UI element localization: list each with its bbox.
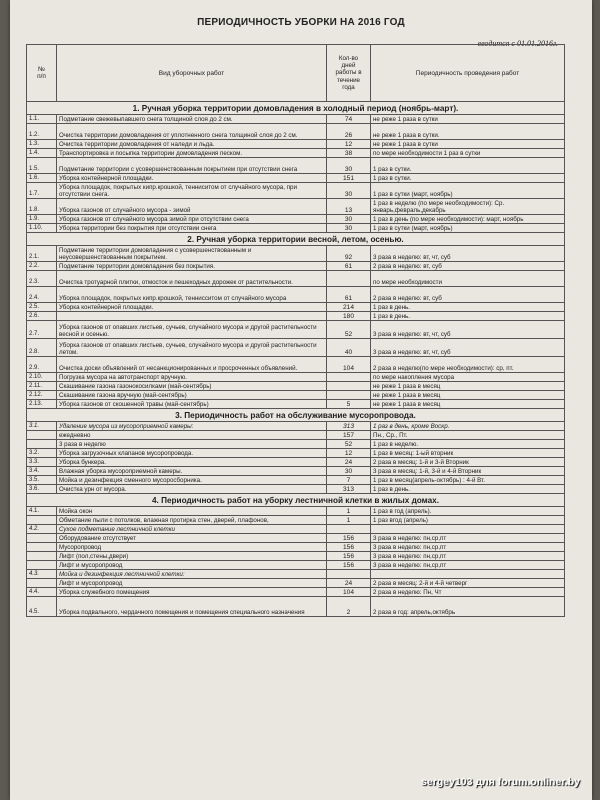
work-periodicity: 1 раз вгод (апрель)	[371, 516, 565, 525]
row-number: 2.11.	[27, 382, 57, 391]
work-periodicity: 3 раза в неделю: вт, чт, суб	[371, 246, 565, 262]
table-row	[27, 199, 565, 215]
row-number	[27, 552, 57, 561]
work-description: Очистка территории домовладения от уплотненного снега толщиной слоя до 2 см.	[57, 124, 327, 140]
table-row	[27, 183, 565, 199]
days-count: 52	[327, 440, 371, 449]
row-number: 1.4.	[27, 149, 57, 158]
days-count: 1	[327, 507, 371, 516]
table-row	[27, 174, 565, 183]
work-periodicity: 2 раза в неделю: вт, суб	[371, 287, 565, 303]
work-periodicity: 1 раз в день.	[371, 485, 565, 494]
work-description: 3 раза в неделю	[57, 440, 327, 449]
work-description: Уборка газонов от опавших листьев, сучьев, случайного мусора и другой растительности весной и осенью.	[57, 321, 327, 339]
work-periodicity	[371, 570, 565, 579]
table-row	[27, 115, 565, 124]
work-description: Уборка газонов от скошенной травы (май-сентябрь)	[57, 400, 327, 409]
section-header-row	[27, 409, 565, 422]
work-description: Подметание территории с усовершенствованным покрытием при отсутствии снега	[57, 158, 327, 174]
work-description: Уборка контейнерной площадки.	[57, 174, 327, 183]
work-description: Лифт и мусоропровод	[57, 561, 327, 570]
work-description: Мусоропровод	[57, 543, 327, 552]
work-description: Мойка и дезинфекция сменного мусоросборника.	[57, 476, 327, 485]
work-periodicity: 1 раз в сутки.	[371, 158, 565, 174]
days-count: 1	[327, 516, 371, 525]
header-days: Кол-во дней работы в течение года	[327, 45, 371, 102]
row-number	[27, 431, 57, 440]
work-periodicity: по мере необходимости	[371, 271, 565, 287]
work-description: Уборка площадок, покрытых кипр.крошкой, теннисситом от случайного мусора	[57, 287, 327, 303]
work-periodicity: 1 раз в месяц: 1-ый вторник	[371, 449, 565, 458]
work-periodicity: 2 раза в месяц: 1-й и 3-й Вторник	[371, 458, 565, 467]
work-description: Скашивание газона газонокосилками (май-сентябрь)	[57, 382, 327, 391]
days-count: 52	[327, 321, 371, 339]
table-row	[27, 149, 565, 158]
work-description: Удаление мусора из мусороприемной камеры:	[57, 422, 327, 431]
days-count: 313	[327, 485, 371, 494]
row-number: 1.7.	[27, 183, 57, 199]
table-row	[27, 561, 565, 570]
row-number	[27, 543, 57, 552]
work-periodicity: не реже 1 раза в месяц	[371, 400, 565, 409]
table-header-row	[27, 45, 565, 102]
header-work: Вид уборочных работ	[57, 45, 327, 102]
work-periodicity: 1 раз в день.	[371, 303, 565, 312]
table-row	[27, 262, 565, 271]
row-number: 1.1.	[27, 115, 57, 124]
row-number: 4.3.	[27, 570, 57, 579]
section-header-row	[27, 102, 565, 115]
work-periodicity: 1 раз в день, кроме Воскр.	[371, 422, 565, 431]
work-description: Подметание территории домовладения с усовершенствованным и неусовершенствованным покрытием.	[57, 246, 327, 262]
work-description: Очистка доски объявлений от несанкционированных и просроченных объявлений.	[57, 357, 327, 373]
section-title: 2. Ручная уборка территории весной, летом, осенью.	[27, 233, 565, 246]
work-periodicity: 2 раза в год: апрель,октябрь	[371, 597, 565, 617]
table-row	[27, 287, 565, 303]
work-description: Уборка служебного помещения	[57, 588, 327, 597]
days-count: 30	[327, 215, 371, 224]
table-row	[27, 552, 565, 561]
work-periodicity: 1 раз в день.	[371, 312, 565, 321]
table-row	[27, 476, 565, 485]
days-count: 92	[327, 246, 371, 262]
days-count: 40	[327, 339, 371, 357]
days-count: 157	[327, 431, 371, 440]
table-row	[27, 124, 565, 140]
days-count: 12	[327, 140, 371, 149]
table-body	[27, 102, 565, 617]
table-row	[27, 507, 565, 516]
table-row	[27, 467, 565, 476]
table-row	[27, 570, 565, 579]
days-count: 30	[327, 224, 371, 233]
row-number: 3.2.	[27, 449, 57, 458]
work-description: Уборка газонов от опавших листьев, сучьев, случайного мусора и другой растительности летом.	[57, 339, 327, 357]
cleaning-schedule-table	[26, 44, 565, 617]
work-description: Погрузка мусора на автотранспорт вручную.	[57, 373, 327, 382]
days-count: 12	[327, 449, 371, 458]
row-number: 4.4.	[27, 588, 57, 597]
row-number: 3.4.	[27, 467, 57, 476]
work-description: Обметание пыли с потолков, влажная протирка стен, дверей, плафонов,	[57, 516, 327, 525]
work-description: Уборка газонов от случайного мусора зимой при отсутствии снега	[57, 215, 327, 224]
days-count: 104	[327, 357, 371, 373]
row-number: 2.6.	[27, 312, 57, 321]
work-description: Очистка тротуарной плитки, отмосток и пешеходных дорожек от растительности.	[57, 271, 327, 287]
work-periodicity: 1 раз в месяц(апрель-октябрь) : 4-й Вт.	[371, 476, 565, 485]
work-periodicity: 2 раза в неделю: вт, суб	[371, 262, 565, 271]
work-periodicity: 1 раз в сутки.	[371, 174, 565, 183]
row-number	[27, 516, 57, 525]
work-periodicity: Пн., Ср., Пт.	[371, 431, 565, 440]
work-periodicity: 3 раза в неделю: пн,ср,пт	[371, 543, 565, 552]
days-count	[327, 525, 371, 534]
table-row	[27, 215, 565, 224]
work-description: Уборка контейнерной площадки.	[57, 303, 327, 312]
work-description: Подметание территории домовладения без покрытия.	[57, 262, 327, 271]
table-row	[27, 140, 565, 149]
work-periodicity: не реже 1 раза в сутки	[371, 115, 565, 124]
section-title: 1. Ручная уборка территории домовладения в холодный период (ноябрь-март).	[27, 102, 565, 115]
work-description: Уборка загрузочных клапанов мусоропровода.	[57, 449, 327, 458]
days-count: 156	[327, 543, 371, 552]
work-periodicity: не реже 1 раза в сутки	[371, 140, 565, 149]
work-description: Подметание свежевыпавшего снега толщиной слоя до 2 см.	[57, 115, 327, 124]
work-periodicity: 3 раза в неделю: вт, чт, суб	[371, 339, 565, 357]
row-number: 2.12.	[27, 391, 57, 400]
table-row	[27, 357, 565, 373]
work-periodicity: 3 раза в неделю: пн,ср,пт	[371, 561, 565, 570]
table-row	[27, 449, 565, 458]
row-number: 1.10.	[27, 224, 57, 233]
work-description: Транспортировка и посыпка территории домовладения песком.	[57, 149, 327, 158]
days-count: 156	[327, 534, 371, 543]
days-count	[327, 271, 371, 287]
work-description: Скашивание газона вручную (май-сентябрь)	[57, 391, 327, 400]
work-description: ежедневно	[57, 431, 327, 440]
work-periodicity: 1 раз в неделю.	[371, 440, 565, 449]
table-row	[27, 271, 565, 287]
effective-date-note: вводится с 01.01.2016г.	[477, 39, 558, 48]
document-title: ПЕРИОДИЧНОСТЬ УБОРКИ НА 2016 ГОД	[197, 17, 405, 28]
days-count	[327, 391, 371, 400]
table-row	[27, 400, 565, 409]
table-row	[27, 597, 565, 617]
work-periodicity: по мере необходимости 1 раз в сутки	[371, 149, 565, 158]
days-count	[327, 373, 371, 382]
table-row	[27, 458, 565, 467]
work-periodicity: 3 раза в неделю: пн,ср,пт	[371, 552, 565, 561]
row-number: 4.1.	[27, 507, 57, 516]
row-number: 2.13.	[27, 400, 57, 409]
row-number: 3.5.	[27, 476, 57, 485]
row-number: 2.5.	[27, 303, 57, 312]
days-count: 61	[327, 287, 371, 303]
work-periodicity	[371, 525, 565, 534]
work-description	[57, 312, 327, 321]
days-count: 74	[327, 115, 371, 124]
work-periodicity: по мере накопления мусора	[371, 373, 565, 382]
row-number	[27, 440, 57, 449]
table-row	[27, 516, 565, 525]
table-row	[27, 158, 565, 174]
days-count: 156	[327, 552, 371, 561]
row-number: 3.6.	[27, 485, 57, 494]
days-count: 61	[327, 262, 371, 271]
section-header-row	[27, 233, 565, 246]
days-count: 24	[327, 458, 371, 467]
table-row	[27, 246, 565, 262]
row-number	[27, 561, 57, 570]
work-periodicity: не реже 1 раза в месяц	[371, 382, 565, 391]
days-count: 104	[327, 588, 371, 597]
section-title: 4. Периодичность работ на уборку лестничной клетки в жилых домах.	[27, 494, 565, 507]
row-number: 2.8.	[27, 339, 57, 357]
days-count: 151	[327, 174, 371, 183]
row-number: 2.3.	[27, 271, 57, 287]
work-periodicity: 1 раз в сутки (март, ноябрь)	[371, 224, 565, 233]
row-number: 1.2.	[27, 124, 57, 140]
row-number: 2.10.	[27, 373, 57, 382]
days-count: 156	[327, 561, 371, 570]
days-count: 7	[327, 476, 371, 485]
row-number: 4.2.	[27, 525, 57, 534]
table-row	[27, 543, 565, 552]
table-row	[27, 391, 565, 400]
work-periodicity: 1 раз в неделю (по мере необходимости): Ср. январь,февраль,декабрь	[371, 199, 565, 215]
work-periodicity: 2 раза в месяц: 2-й и 4-й четверг	[371, 579, 565, 588]
work-description: Лифт и мусоропровод	[57, 579, 327, 588]
row-number: 2.4.	[27, 287, 57, 303]
section-title: 3. Периодичность работ на обслуживание мусоропровода.	[27, 409, 565, 422]
work-description: Уборка газонов от случайного мусора - зимой	[57, 199, 327, 215]
days-count: 30	[327, 467, 371, 476]
table-row	[27, 422, 565, 431]
days-count: 24	[327, 579, 371, 588]
work-periodicity: 1 раз в год (апрель).	[371, 507, 565, 516]
work-periodicity: 2 раза в неделю(по мере необходимости): ср, пт.	[371, 357, 565, 373]
work-periodicity: 2 раза в неделю: Пн, Чт	[371, 588, 565, 597]
table-row	[27, 579, 565, 588]
table-row	[27, 339, 565, 357]
row-number: 3.1.	[27, 422, 57, 431]
work-periodicity: 3 раза в месяц: 1-й, 3-й и 4-й Вторник	[371, 467, 565, 476]
work-description: Мойка и дезинфекция лестничной клетки:	[57, 570, 327, 579]
days-count: 313	[327, 422, 371, 431]
work-description: Уборка подвального, чердачного помещения и помещения специального назначения	[57, 597, 327, 617]
work-description: Уборка территории без покрытия при отсутствии снега	[57, 224, 327, 233]
table-row	[27, 303, 565, 312]
table-row	[27, 485, 565, 494]
work-description: Мойка окон	[57, 507, 327, 516]
work-description: Лифт (пол,стены,двери)	[57, 552, 327, 561]
days-count	[327, 570, 371, 579]
work-periodicity: 1 раз в день (по мере необходимости): март, ноябрь	[371, 215, 565, 224]
row-number: 1.9.	[27, 215, 57, 224]
work-periodicity: 1 раз в сутки (март, ноябрь)	[371, 183, 565, 199]
header-period: Периодичность проведения работ	[371, 45, 565, 102]
days-count: 26	[327, 124, 371, 140]
table-row	[27, 373, 565, 382]
days-count: 30	[327, 158, 371, 174]
row-number: 1.5.	[27, 158, 57, 174]
work-description: Сухое подметание лестничной клетки	[57, 525, 327, 534]
table-row	[27, 431, 565, 440]
work-periodicity: не реже 1 раза в месяц	[371, 391, 565, 400]
row-number	[27, 534, 57, 543]
table-row	[27, 321, 565, 339]
table-row	[27, 224, 565, 233]
days-count: 38	[327, 149, 371, 158]
row-number: 2.2.	[27, 262, 57, 271]
row-number: 2.9.	[27, 357, 57, 373]
work-periodicity: не реже 1 раза в сутки.	[371, 124, 565, 140]
days-count	[327, 382, 371, 391]
days-count: 214	[327, 303, 371, 312]
row-number: 2.1.	[27, 246, 57, 262]
row-number: 1.8.	[27, 199, 57, 215]
row-number: 3.3.	[27, 458, 57, 467]
watermark: sergey103 для forum.onliner.by	[421, 776, 580, 788]
table-row	[27, 534, 565, 543]
days-count: 180	[327, 312, 371, 321]
work-description: Очистка урн от мусора.	[57, 485, 327, 494]
work-description: Уборка площадок, покрытых кипр.крошкой, тенниситом от случайного мусора, при отсутствии снега.	[57, 183, 327, 199]
row-number: 1.6.	[27, 174, 57, 183]
table-row	[27, 440, 565, 449]
row-number: 4.5.	[27, 597, 57, 617]
work-description: Очистка территории домовладения от наледи и льда.	[57, 140, 327, 149]
days-count: 30	[327, 183, 371, 199]
days-count: 5	[327, 400, 371, 409]
work-description: Влажная уборка мусороприемной камеры.	[57, 467, 327, 476]
section-header-row	[27, 494, 565, 507]
table-row	[27, 312, 565, 321]
table-row	[27, 525, 565, 534]
document-page	[10, 0, 592, 800]
row-number	[27, 579, 57, 588]
days-count: 13	[327, 199, 371, 215]
table-row	[27, 382, 565, 391]
row-number: 1.3.	[27, 140, 57, 149]
row-number: 2.7.	[27, 321, 57, 339]
work-periodicity: 3 раза в неделю: пн,ср,пт	[371, 534, 565, 543]
table-row	[27, 588, 565, 597]
header-num: № п/п	[27, 45, 57, 102]
work-periodicity: 3 раза в неделю: вт, чт, суб	[371, 321, 565, 339]
days-count: 2	[327, 597, 371, 617]
work-description: Оборудование отсутствует	[57, 534, 327, 543]
work-description: Уборка бункера.	[57, 458, 327, 467]
